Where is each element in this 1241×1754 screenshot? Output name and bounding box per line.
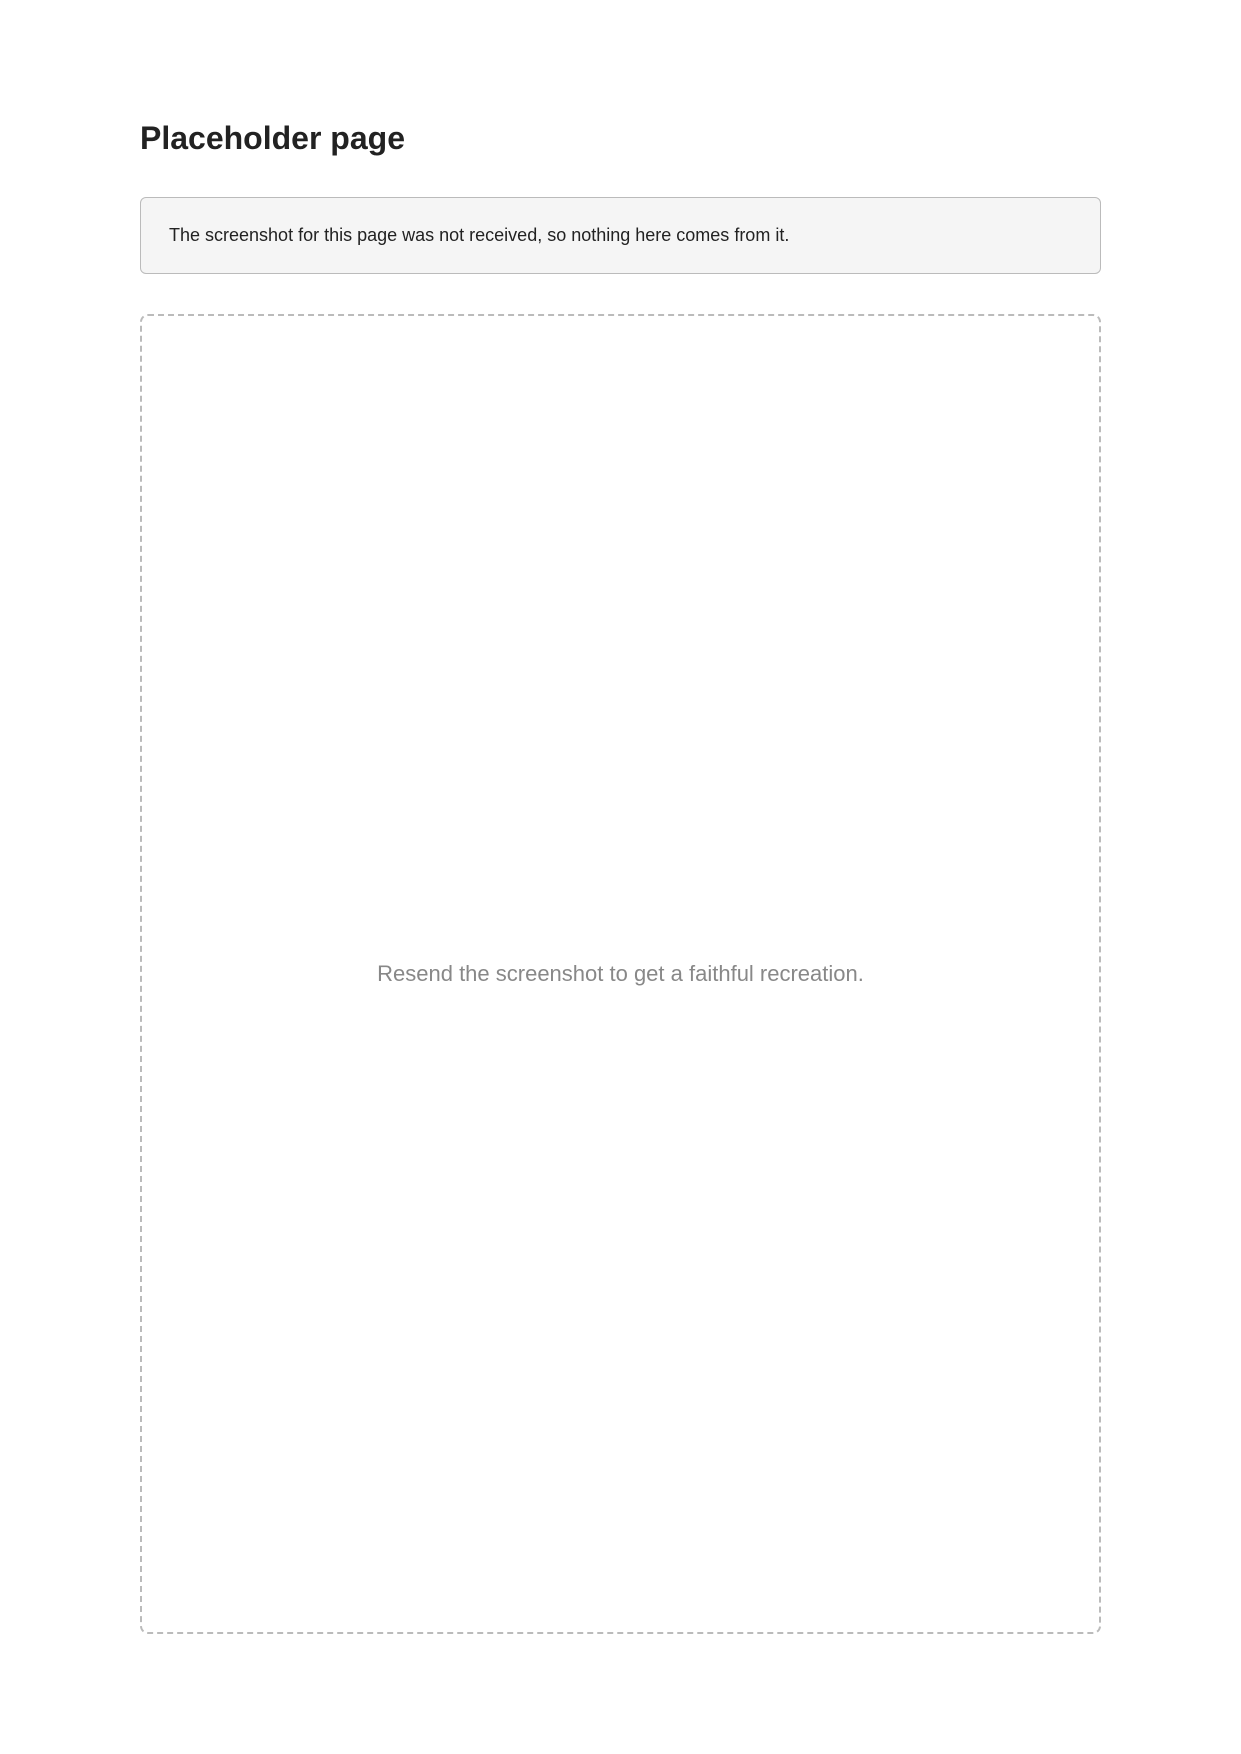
page-title: Placeholder page xyxy=(140,120,405,156)
notice-box: The screenshot for this page was not received, so nothing here comes from it. xyxy=(140,197,1101,274)
content-placeholder: Resend the screenshot to get a faithful recreation. xyxy=(140,314,1101,1634)
